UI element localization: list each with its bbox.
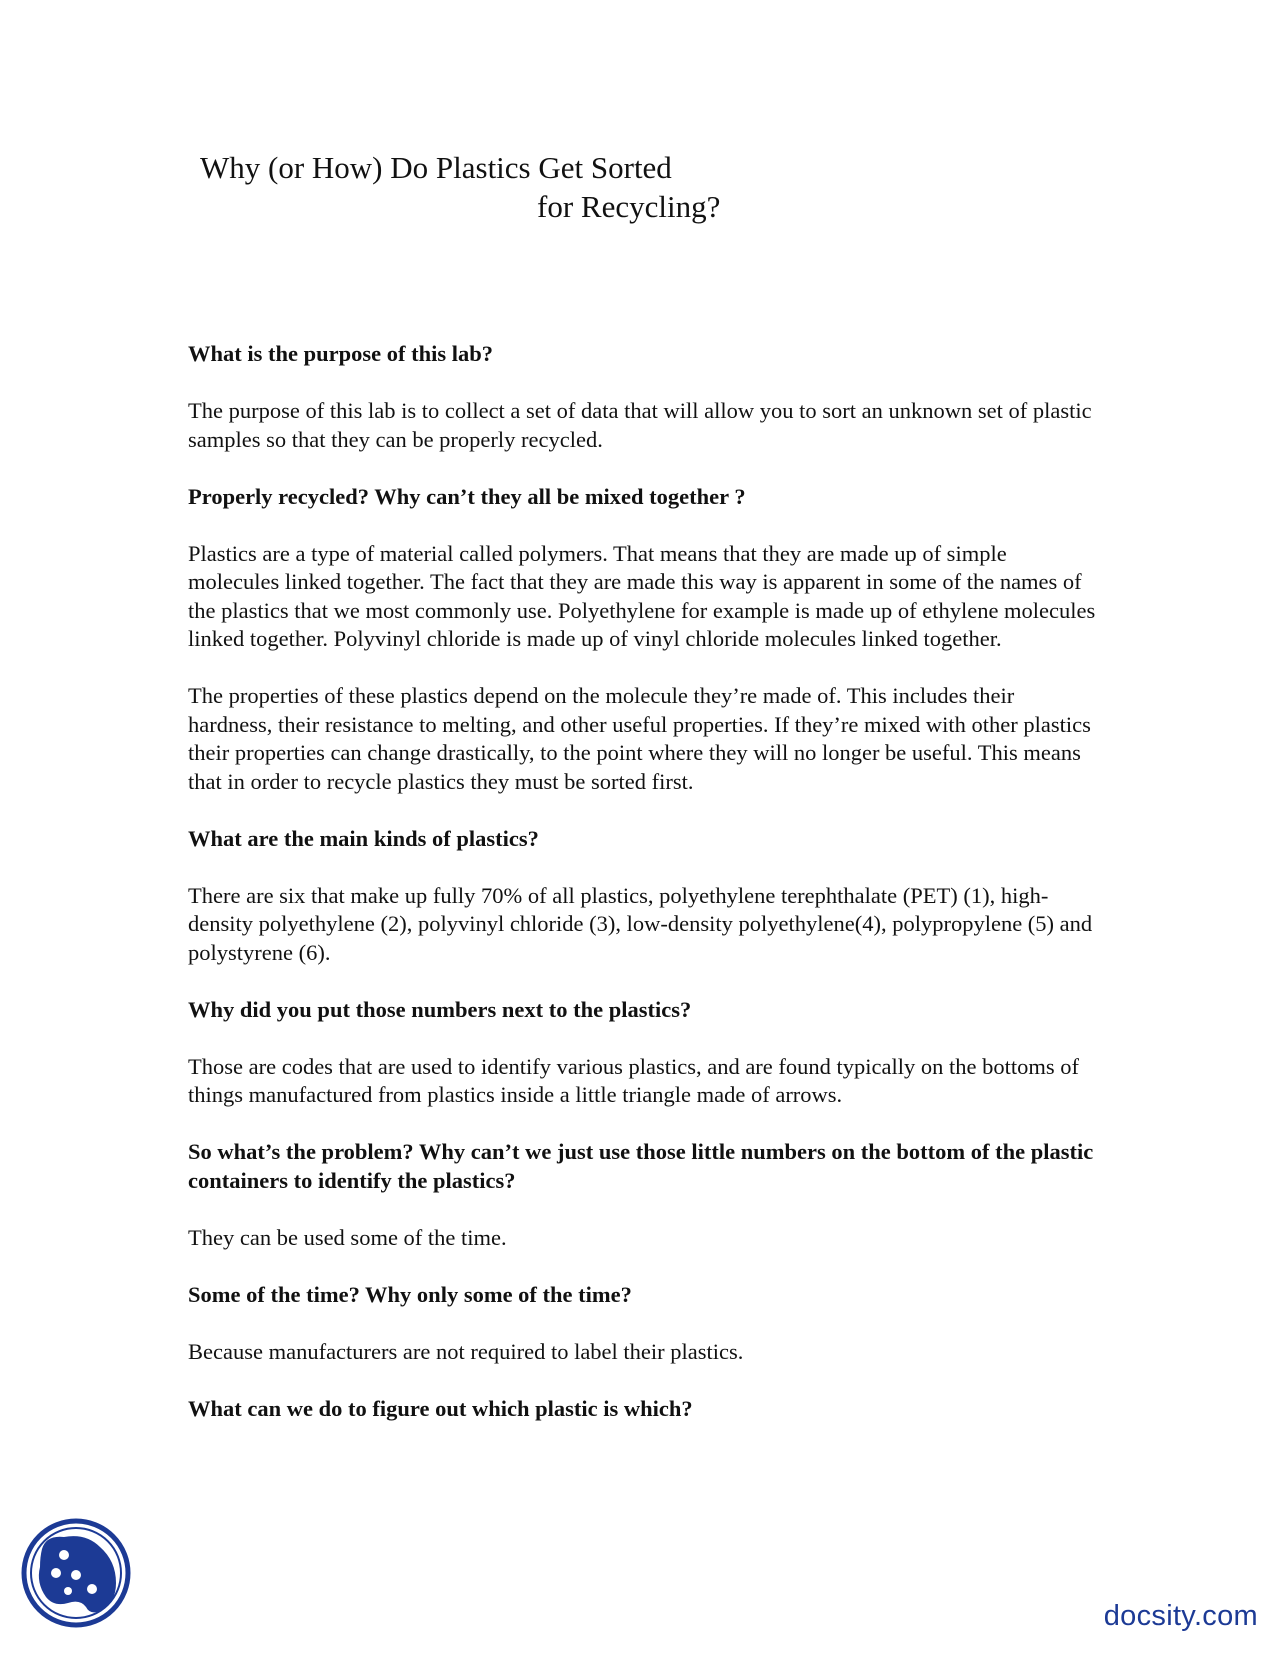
- docsity-logo-icon[interactable]: [20, 1517, 132, 1629]
- section-question: Why did you put those numbers next to the plastics?: [188, 996, 692, 1022]
- section-paragraph: Those are codes that are used to identify various plastics, and are found typically on the bottoms of things manufactured from plastics inside a little triangle made of arrows.: [188, 1053, 1080, 1107]
- section-paragraph: The properties of these plastics depend on the molecule they’re made of. This includes their hardness, their resistance to melting, and other useful properties. If they’re mixed with other plastics their properties can change drastically, to the point where they will no longer be useful. This means that in order to recycle plastics they must be sorted first.: [188, 683, 1091, 794]
- section-paragraph: They can be used some of the time.: [188, 1224, 507, 1250]
- section-question: What are the main kinds of plastics?: [188, 825, 539, 851]
- section-question: So what’s the problem? Why can’t we just use those little numbers on the bottom of the plastic containers to identify the plastics?: [188, 1139, 1094, 1193]
- section-question: Properly recycled? Why can’t they all be mixed together ?: [188, 483, 746, 509]
- section-paragraph: Because manufacturers are not required to label their plastics.: [188, 1338, 744, 1364]
- docsity-logo-graphic: [20, 1517, 132, 1629]
- section-paragraph: The purpose of this lab is to collect a set of data that will allow you to sort an unknown set of plastic samples so that they can be properly recycled.: [188, 398, 1092, 452]
- docsity-brand-link[interactable]: docsity.com: [1103, 1600, 1258, 1632]
- document-body: [188, 340, 1098, 1452]
- section-question: Some of the time? Why only some of the time?: [188, 1281, 632, 1307]
- section-question: What can we do to figure out which plastic is which?: [188, 1395, 693, 1421]
- document-title-line-2: for Recycling?: [537, 189, 721, 224]
- section-paragraph: Plastics are a type of material called polymers. That means that they are made up of simple molecules linked together. The fact that they are made this way is apparent in some of the names of the plastics that we most commonly use. Polyethylene for example is made up of ethylene molecules linked together. Polyvinyl chloride is made up of vinyl chloride molecules linked together.: [188, 540, 1096, 651]
- section-question: What is the purpose of this lab?: [188, 341, 494, 366]
- section-paragraph: There are six that make up fully 70% of all plastics, polyethylene terephthalate (PET) (1), high-density polyethylene (2), polyvinyl chloride (3), low-density polyethylene(4), polypropylene (5) and polystyrene (6).: [188, 882, 1093, 965]
- document-title-line-1: Why (or How) Do Plastics Get Sorted: [200, 150, 672, 185]
